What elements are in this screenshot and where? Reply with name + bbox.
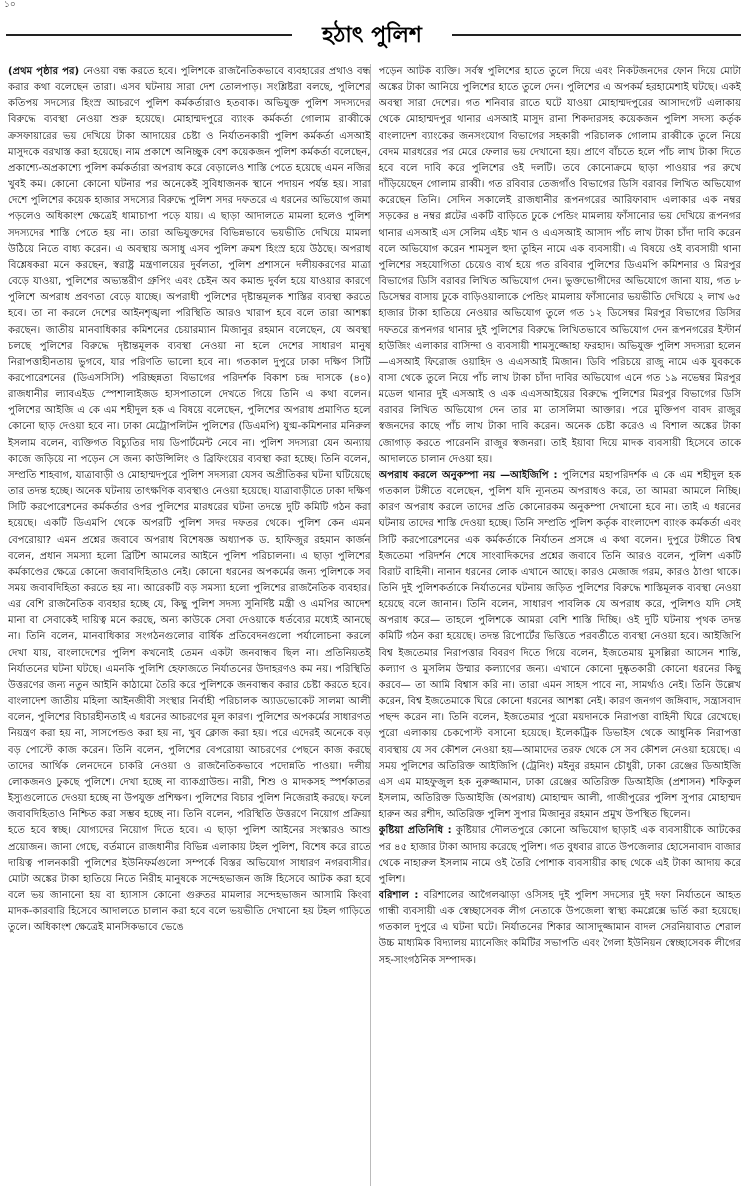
barishal-body: বরিশালের আগৈলঝাড়া ওসিসহ দুই পুলিশ সদস্যের দুই দফা নির্যাতনে আহত গান্ধী ব্যবসায়ী এক স্বেচ্ছাসেবক লীগ নেতাকে উপজেলা স্বাস্থ্য কমপ্লেক্সে ভর্তি করা হয়েছে। গতকাল দুপুরে এ ঘটনা ঘটে। নির্যাতনের শিকার আসাদুজ্জামান বাদল সেরনিয়াবাত শেরাল উচ্চ মাধ্যমিক বিদ্যালয় ম্যানেজিং কমিটির সভাপতি এবং গৈলা ইউনিয়ন স্বেচ্ছাসেবক লীগের সহ-সাংগঠনিক সম্পাদক।: [378, 889, 741, 966]
igp-section: [379, 468, 742, 823]
right-column: [379, 64, 742, 1186]
igp-subheading: অপরাধ করলে অনুকম্পা নয় —আইজিপি :: [378, 469, 558, 481]
right-paragraph-1: পড়েন আটক ব্যক্তি। সর্বস্ব পুলিশের হাতে তুলে দিয়ে এবং নিকটজনদের ফোন দিয়ে মোটা অঙ্কের টাকা আনিয়ে পুলিশের হাতে তুলে দেন। পুলিশের এ অপকর্ম হরহামেশাই ঘটছে। একই অবস্থা সারা দেশের। গত শনিবার রাতে ঘটে যাওয়া মোহাম্মদপুরের আসাদগেট এলাকায় থেকে মোহাম্মদপুর থানার এসআই মাসুদ রানা শিকদারসহ কয়েকজন পুলিশ সদস্য কর্তৃক বাংলাদেশ ব্যাংকের জনসংযোগ বিভাগের সহকারী পরিচালক গোলাম রাব্বীকে তুলে নিয়ে বেদম মারধরের পর মেরে ফেলার ভয় দেখানো হয়। প্রাণে বাঁচতে হলে পাঁচ লাখ টাকা দিতে হবে বলে দাবি করে পুলিশের ওই দলটি। তবে কোনোক্রমে ছাড়া পাওয়ার পর রুখে দাঁড়িয়েছেন গোলাম রাব্বী। গত রবিবার তেজগাঁও বিভাগের ডিসি বরাবর লিখিত অভিযোগ করেছেন তিনি। সেদিন সকালেই রাজধানীর রূপনগরের আরিফাবাদ এলাকার এক নম্বর সড়কের ৪ নম্বর প্লটের একটি বাড়িতে ঢুকে পেন্ডিং মামলায় ফাঁসানোর ভয় দেখিয়ে রূপনগর থানার এসআই এস সেলিম এইচ খান ও এএসআই আসাদ পাঁচ লাখ টাকা চাঁদা দাবি করেন বলে অভিযোগ করেন শামসুল হুদা তুহিন নামে এক ব্যবসায়ী। এ বিষয়ে ওই ব্যবসায়ী থানা পুলিশের সহযোগিতা চেয়েও ব্যর্থ হয়ে গত রবিবার পুলিশের ডিএমপি কমিশনার ও মিরপুর বিভাগের ডিসি বরাবর লিখিত অভিযোগ দেন। ভুক্তভোগীদের অভিযোগে জানা যায়, গত ৮ ডিসেম্বর বাসায় ঢুকে বাড়িওয়ালাকে পেন্ডিং মামলায় ফাঁসানোর ভয়ভীতি দেখিয়ে ২ লাখ ৬৫ হাজার টাকা হাতিয়ে নেওয়ার অভিযোগ তুলে গত ১২ ডিসেম্বর মিরপুর বিভাগের ডিসির দফতরে রূপনগর থানার দুই পুলিশের বিরুদ্ধে লিখিতভাবে অভিযোগ দেন রূপনগরের ইস্টার্ন হাউজিং এলাকার বাসিন্দা ও ব্যবসায়ী শামসুজ্জোহা ফরহাদ। অভিযুক্ত পুলিশ সদস্যরা হলেন—এসআই ফিরোজ ওয়াহিদ ও এএসআই মিজান। ডিবি পরিচয়ে রাজু নামে এক যুবককে বাসা থেকে তুলে নিয়ে পাঁচ লাখ টাকা চাঁদা দাবির অভিযোগ এনে গত ১৯ নভেম্বর মিরপুর মডেল থানার দুই এসআই ও এক এএসআইয়ের বিরুদ্ধে পুলিশের মিরপুর বিভাগের ডিসি বরাবর লিখিত অভিযোগ দেন তার মা তাসলিমা আক্তার। পরে মুক্তিপণ বাবদ রাজুর স্বজনদের কাছে পাঁচ লাখ টাকা দাবি করেন। অনেক চেষ্টা করেও এ বিশাল অঙ্কের টাকা জোগাড় করতে পারেননি রাজুর স্বজনরা। তাই ইয়াবা দিয়ে মাদক ব্যবসায়ী হিসেবে তাকে আদালতে চালান দেওয়া হয়।: [378, 66, 741, 465]
kushtia-body: কুষ্টিয়ার দৌলতপুরে কোনো অভিযোগ ছাড়াই এক ব্যবসায়ীকে আটকের পর ৪৫ হাজার টাকা আদায় করেছে পুলিশ। গত বুধবার রাতে উপজেলার হোসেনাবাদ বাজার থেকে নাহারুল ইসলাম নামে ওই তৈরি পোশাক ব্যবসায়ীর কাছ থেকে এই টাকা আদায় করে পুলিশ।: [378, 825, 741, 885]
title-rule-left: [6, 34, 292, 36]
left-column: [8, 64, 371, 1186]
section-masthead: [0, 16, 747, 54]
igp-body: পুলিশের মহাপরিদর্শক এ কে এম শহীদুল হক গতকাল টঙ্গীতে বলেছেন, পুলিশ যদি ন্যূনতম অপরাধও করে, তা আমরা আমলে নিচ্ছি। কারণ অপরাধ করলে তাদের প্রতি কোনোরকম অনুকম্পা দেখানো হবে না। তাই এ ধরনের ঘটনায় তাদের শাস্তি দেওয়া হচ্ছে। তিনি সম্প্রতি পুলিশ কর্তৃক বাংলাদেশ ব্যাংক কর্মকর্তা এবং সিটি করপোরেশনের এক কর্মকর্তাকে নির্যাতন প্রসঙ্গে এ কথা বলেন। দুপুরে টঙ্গীতে বিশ্ব ইজতেমা পরিদর্শন শেষে সাংবাদিকদের প্রশ্নের জবাবে তিনি আরও বলেন, পুলিশ একটি বিরাট বাহিনী। নানান ধরনের লোক এখানে আছে। কারও মেজাজ গরম, কারও ঠাণ্ডা থাকে। তিনি দুই পুলিশকর্তাকে নির্যাতনের ঘটনায় জড়িত পুলিশের বিরুদ্ধে শাস্তিমূলক ব্যবস্থা নেওয়া হয়েছে বলে জানান। তিনি বলেন, সাধারণ পাবলিক যে অপরাধ করে, পুলিশও যদি সেই অপরাধ করে— তাহলে পুলিশকে আমরা বেশি শাস্তি দিচ্ছি। ওই দুটি ঘটনায় পৃথক তদন্ত কমিটি গঠন করা হয়েছে। তদন্ত রিপোর্টের ভিত্তিতে পরবর্তীতে ব্যবস্থা নেওয়া হবে। আইজিপি বিশ্ব ইজতেমার নিরাপত্তার বিবরণ দিতে গিয়ে বলেন, ইজতেমায় মুসল্লিরা আসেন শান্তি, কল্যাণ ও মুসলিম উম্মার কল্যাণের জন্য। এখানে কোনো দুষ্কৃতকারী কোনো ধরনের কিছু করবে— তা আমি বিশ্বাস করি না। তারা এমন সাহস পাবে না, সামর্থ্যও নেই। তিনি উল্লেখ করেন, বিশ্ব ইজতেমাকে ঘিরে কোনো ধরনের আশঙ্কা নেই। কারণ জনগণ জঙ্গিবাদ, সন্ত্রাসবাদ পছন্দ করেন না। তিনি বলেন, ইজতেমার পুরো ময়দানকে নিরাপত্তা বাহিনী ঘিরে রেখেছে। পুরো এলাকায় চেকপোস্ট বসানো হয়েছে। ইলেকট্রিক ডিভাইস থেকে আধুনিক নিরাপত্তা ব্যবস্থায় যে সব কৌশল নেওয়া হয়—আমাদের তরফ থেকে সে সব কৌশল নেওয়া হয়েছে। এ সময় পুলিশের অতিরিক্ত আইজিপি (ট্রেনিং) মইনুর রহমান চৌধুরী, ঢাকা রেঞ্জের ডিআইজি এস এম মাহফুজুল হক নুরুজ্জামান, ঢাকা রেঞ্জের অতিরিক্ত ডিআইজি (প্রশাসন) শফিকুল ইসলাম, অতিরিক্ত ডিআইজি (অপরাধ) মোহাম্মদ আলী, গাজীপুরের পুলিশ সুপার মোহাম্মদ হারুন অর রশীদ, অতিরিক্ত পুলিশ সুপার মিজানুর রহমান প্রমুখ উপস্থিত ছিলেন।: [378, 469, 741, 821]
barishal-subheading: বরিশাল :: [378, 889, 419, 901]
title-rule-right: [452, 34, 741, 36]
kushtia-section: [379, 823, 742, 888]
page-number: ১০: [4, 0, 16, 10]
kushtia-subheading: কুষ্টিয়া প্রতিনিধি :: [378, 825, 452, 837]
left-paragraph: [8, 64, 371, 936]
continuation-tag: (প্রথম পৃষ্ঠার পর): [8, 66, 80, 77]
left-body-text: নেওয়া বন্ধ করতে হবে। পুলিশকে রাজনৈতিকভাবে ব্যবহারের প্রথাও বন্ধ করার কথা বলেছেন তারা। এসব ঘটনায় সারা দেশ তোলপাড়। সংশ্লিষ্টরা বলছে, পুলিশের কতিপয় সদস্যের হিংস্র আচরণে পুলিশ কর্মকর্তারাও হতবাক। অভিযুক্ত পুলিশ সদস্যদের বিরুদ্ধে ব্যবস্থা নেওয়া শুরু হয়েছে। মোহাম্মদপুরে ব্যাংক কর্মকর্তা গোলাম রাব্বীকে ক্রসফায়ারের ভয় দেখিয়ে টাকা আদায়ের চেষ্টা ও নির্যাতনকারী পুলিশ কর্মকর্তা এসআই মাসুদকে বরখাস্ত করা হয়েছে। নাম প্রকাশে অনিচ্ছুক বেশ কয়েকজন পুলিশ কর্মকর্তা বলেছেন, প্রকাশ্যে-অপ্রকাশ্যে পুলিশ কর্মকর্তারা অপরাধ করে বেড়ালেও শাস্তি পেতে হয়েছে এমন নজির খুবই কম। কোনো কোনো ঘটনার পর অনেকেই সুবিধাজনক স্থানে পদায়ন পর্যন্ত হয়। সারা দেশে পুলিশের কয়েক হাজার সদস্যের বিরুদ্ধে পুলিশ সদর দফতরে এ ধরনের অভিযোগ জমা পড়লেও অধিকাংশ ক্ষেত্রেই ধামাচাপা পড়ে যায়। এ ছাড়া আদালতে মামলা হলেও পুলিশ সদস্যদের শাস্তি পেতে হয় না। তারা অভিযুক্তদের বিভিন্নভাবে ভয়ভীতি দেখিয়ে মামলা উঠিয়ে নিতে বাধ্য করেন। এ অবস্থায় অসাধু এসব পুলিশ ক্রমশ হিংস্র হয়ে উঠছে। অপরাধ বিশ্লেষকরা মনে করছেন, স্বরাষ্ট্র মন্ত্রণালয়ের দুর্বলতা, পুলিশ প্রশাসনে দলীয়করণের মাত্রা বেড়ে যাওয়া, পুলিশের অভ্যন্তরীণ গ্রুপিং এবং চেইন অব কমান্ড দুর্বল হয়ে যাওয়ার কারণে পুলিশে অপরাধ প্রবণতা বেড়ে যাচ্ছে। অপরাধী পুলিশের দৃষ্টান্তমূলক শাস্তির ব্যবস্থা করতে হবে। তা না করলে দেশের আইনশৃঙ্খলা পরিস্থিতি আরও খারাপ হবে বলে তারা আশঙ্কা করছেন। জাতীয় মানবাধিকার কমিশনের চেয়ারম্যান মিজানুর রহমান বলেছেন, যে অবস্থা চলছে পুলিশের বিরুদ্ধে দৃষ্টান্তমূলক ব্যবস্থা নেওয়া না হলে দেশের সাধারণ মানুষ নিরাপত্তাহীনতায় ভুগবে, যার পরিণতি ভালো হবে না। গতকাল দুপুরে ঢাকা দক্ষিণ সিটি করপোরেশনের (ডিএসসিসি) পরিচ্ছন্নতা বিভাগের পরিদর্শক বিকাশ চন্দ্র দাসকে (৪০) রাজধানীর ল্যাবএইড স্পেশালাইজড হাসপাতালে দেখতে গিয়ে তিনি এ কথা বলেন। পুলিশের আইজি এ কে এম শহীদুল হক এ বিষয়ে বলেছেন, পুলিশের অপরাধ প্রমাণিত হলে কোনো ছাড় দেওয়া হবে না। ঢাকা মেট্রোপলিটন পুলিশের (ডিএমপি) যুগ্ম-কমিশনার মনিরুল ইসলাম বলেন, ব্যক্তিগত বিচ্যুতির দায় ডিপার্টমেন্ট নেবে না। পুলিশ সদস্যরা যেন অন্যায় কাজে জড়িয়ে না পড়েন সে জন্য কাউন্সিলিং ও ব্রিফিংয়ের ব্যবস্থা করা হচ্ছে। তিনি বলেন, সম্প্রতি শাহবাগ, যাত্রাবাড়ী ও মোহাম্মদপুরে পুলিশ সদস্যরা যেসব অপ্রীতিকর ঘটনা ঘটিয়েছে তার তদন্ত হচ্ছে। অনেক ঘটনায় তাৎক্ষণিক ব্যবস্থাও নেওয়া হয়েছে। যাত্রাবাড়ীতে ঢাকা দক্ষিণ সিটি করপোরেশনের কর্মকর্তার ওপর পুলিশের মারধরের ঘটনা তদন্তে দুটি কমিটি গঠন করা হয়েছে। একটি ডিএমপি থেকে অপরটি পুলিশ সদর দফতর থেকে। পুলিশ কেন এমন বেপরোয়া? এমন প্রশ্নের জবাবে অপরাধ বিশেষজ্ঞ অধ্যাপক ড. হাফিজুর রহমান কার্জন বলেন, প্রধান সমস্যা হলো ব্রিটিশ আমলের আইনে পুলিশ পরিচালনা। এ ছাড়া পুলিশের কর্মকাণ্ডের ক্ষেত্রে কোনো জবাবদিহিতাও নেই। কোনো ধরনের অপকর্মের জন্য পুলিশকে সব সময় জবাবদিহিতা করতে হয় না। আরেকটি বড় সমস্যা হলো পুলিশের রাজনৈতিক ব্যবহার। এর বেশি রাজনৈতিক ব্যবহার হচ্ছে যে, কিছু পুলিশ সদস্য সুনির্দিষ্ট মন্ত্রী ও এমপির আদেশ মানা বা সেবাকেই দায়িত্ব মনে করছে, অন্য কাউকে সেবা দেওয়াকে ধর্তব্যের মধ্যেই আনছে না। তিনি বলেন, মানবাধিকার সংগঠনগুলোর বার্ষিক প্রতিবেদনগুলো পর্যালোচনা করলে দেখা যায়, বাংলাদেশের পুলিশ কখনোই তেমন একটা জনবান্ধব ছিল না। প্রতিনিয়তই নির্যাতনের ঘটনা ঘটছে। এমনকি পুলিশি হেফাজতে নির্যাতনের উদাহরণও কম নয়। পরিস্থিতি উত্তরণের জন্য নতুন আইনি কাঠামো তৈরি করে পুলিশকে জনবান্ধব করার চেষ্টা করতে হবে। বাংলাদেশ জাতীয় মহিলা আইনজীবী সংস্থার নির্বাহী পরিচালক অ্যাডভোকেট সালমা আলী বলেন, পুলিশের বিচারহীনতাই এ ধরনের আচরণের মূল কারণ। পুলিশের অপকর্মের সাধারণত নিয়ন্ত্রণ করা হয় না, সাসপেন্ডও করা হয় না, খুব ক্লোজ করা হয়। পরে এদেরই অনেকে বড় বড় পোস্টে কাজ করেন। তিনি বলেন, পুলিশের বেপরোয়া আচরণের পেছনে কাজ করছে তাদের আর্থিক লেনদেনে চাকরি নেওয়া ও রাজনৈতিকভাবে পদোন্নতি পাওয়া। দলীয় লোকজনও ঢুকছে পুলিশে। দেখা হচ্ছে না ব্যাকগ্রাউন্ড। নারী, শিশু ও মাদকসহ স্পর্শকাতর ইস্যুগুলোতে দেওয়া হচ্ছে না উপযুক্ত প্রশিক্ষণ। পুলিশের বিচার পুলিশ নিজেরাই করছে। ফলে জবাবদিহিতাও নিশ্চিত করা সম্ভব হচ্ছে না। তিনি বলেন, পরিস্থিতি উত্তরণে নিয়োগ প্রক্রিয়া হতে হবে স্বচ্ছ। যোগ্যদের নিয়োগ দিতে হবে। এ ছাড়া পুলিশ আইনের সংস্কারও আশু প্রয়োজন। জানা গেছে, বর্তমানে রাজধানীর বিভিন্ন এলাকায় টহল পুলিশ, বিশেষ করে রাতে দায়িত্ব পালনকারী পুলিশের ইউনিফর্মগুলো সম্পর্কে বিস্তর অভিযোগ সাধারণ নগরবাসীর। মোটা অঙ্কের টাকা হাতিয়ে নিতে নিরীহ মানুষকে সন্দেহভাজন জঙ্গি হিসেবে আটক করা হবে বলে ভয় জানানো হয় বা হ্যাসাস কোনো গুরুতর মামলার সন্দেহভাজন আসামি কিংবা মাদক-কারবারি হিসেবে আদালতে চালান করা হবে বলে ভয়ভীতি দেখানো হয় টহল গাড়িতে তুলে। অধিকাংশ ক্ষেত্রেই মানসিকভাবে ভেঙে: [8, 66, 371, 934]
article-body: [8, 64, 741, 1186]
article-title: হঠাৎ পুলিশ: [322, 22, 422, 48]
barishal-section: [379, 888, 742, 969]
